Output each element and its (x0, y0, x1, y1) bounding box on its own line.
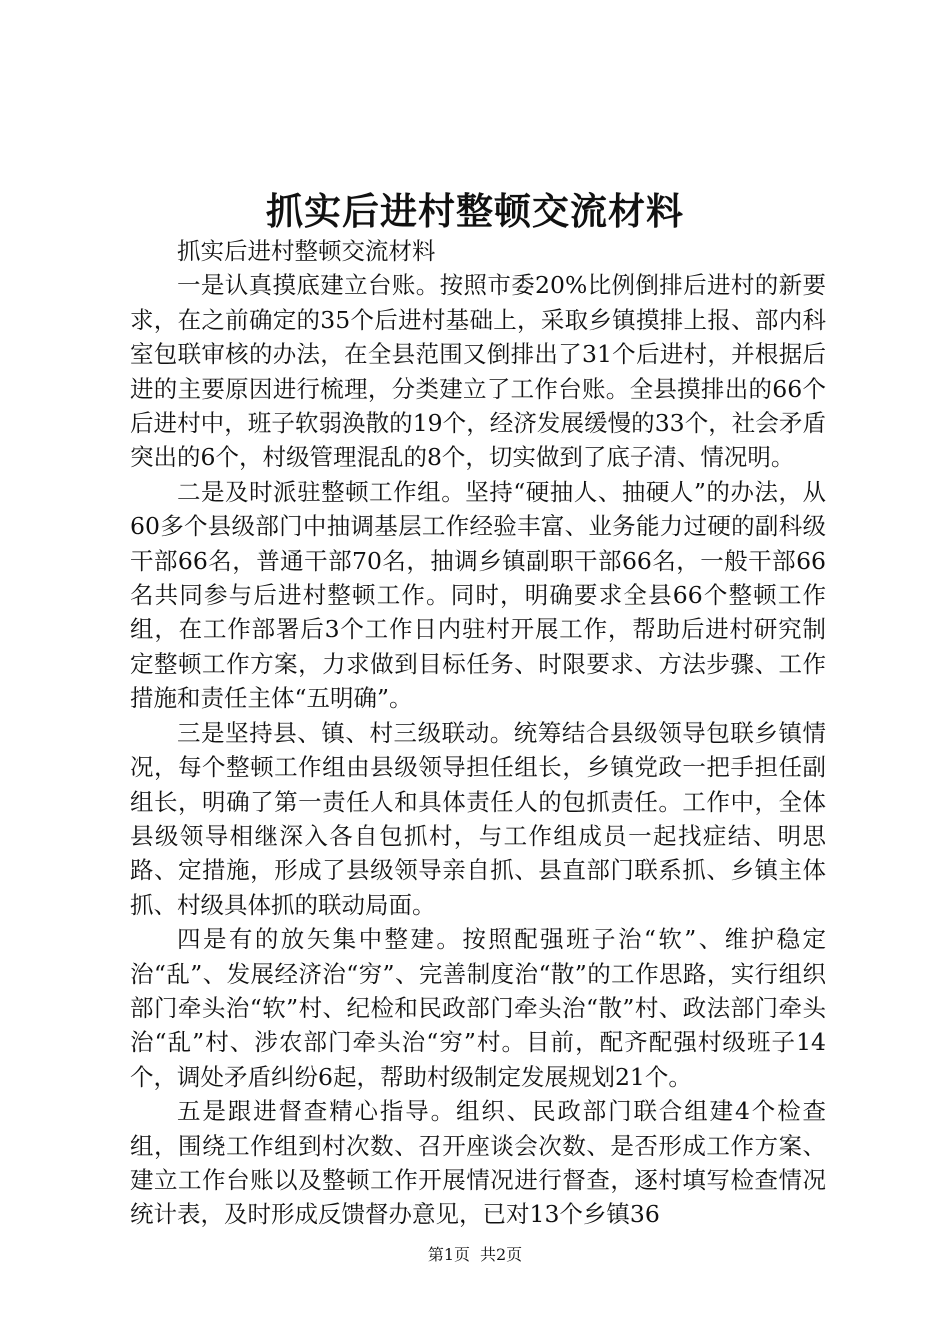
page-total: 共2页 (480, 1245, 523, 1264)
document-title: 抓实后进村整顿交流材料 (266, 189, 684, 233)
paragraph-4: 四是有的放矢集中整建。按照配强班子治“软”、维护稳定治“乱”、发展经济治“穷”、完善制度治“散”的工作思路，实行组织部门牵头治“软”村、纪检和民政部门牵头治“散”村、政法部门牵头治“乱”村、涉农部门牵头治“穷”村。目前，配齐配强村级班子14个，调处矛盾纠纷6起，帮助村级制定发展规划21个。 (130, 925, 826, 1091)
paragraph-3: 三是坚持县、镇、村三级联动。统筹结合县级领导包联乡镇情况，每个整顿工作组由县级领导担任组长，乡镇党政一把手担任副组长，明确了第一责任人和具体责任人的包抓责任。工作中，全体县级领导相继深入各自包抓村，与工作组成员一起找症结、明思路、定措施，形成了县级领导亲自抓、县直部门联系抓、乡镇主体抓、村级具体抓的联动局面。 (130, 718, 826, 919)
paragraph-1: 一是认真摸底建立台账。按照市委20%比例倒排后进村的新要求，在之前确定的35个后进村基础上，采取乡镇摸排上报、部内科室包联审核的办法，在全县范围又倒排出了31个后进村，并根据后进的主要原因进行梳理，分类建立了工作台账。全县摸排出的66个后进村中，班子软弱涣散的19个，经济发展缓慢的33个，社会矛盾突出的6个，村级管理混乱的8个，切实做到了底子清、情况明。 (130, 271, 826, 472)
page-footer (0, 1244, 950, 1266)
paragraph-5: 五是跟进督查精心指导。组织、民政部门联合组建4个检查组，围绕工作组到村次数、召开座谈会次数、是否形成工作方案、建立工作台账以及整顿工作开展情况进行督查，逐村填写检查情况统计表，及时形成反馈督办意见，已对13个乡镇36 (130, 1097, 826, 1229)
document-body (130, 234, 826, 1232)
paragraph-2: 二是及时派驻整顿工作组。坚持“硬抽人、抽硬人”的办法，从60多个县级部门中抽调基层工作经验丰富、业务能力过硬的副科级干部66名，普通干部70名，抽调乡镇副职干部66名，一般干部66名共同参与后进村整顿工作。同时，明确要求全县66个整顿工作组，在工作部署后3个工作日内驻村开展工作，帮助后进村研究制定整顿工作方案，力求做到目标任务、时限要求、方法步骤、工作措施和责任主体“五明确”。 (130, 477, 826, 713)
page-number: 第1页 (427, 1245, 470, 1264)
paragraph-subtitle: 抓实后进村整顿交流材料 (177, 237, 436, 265)
